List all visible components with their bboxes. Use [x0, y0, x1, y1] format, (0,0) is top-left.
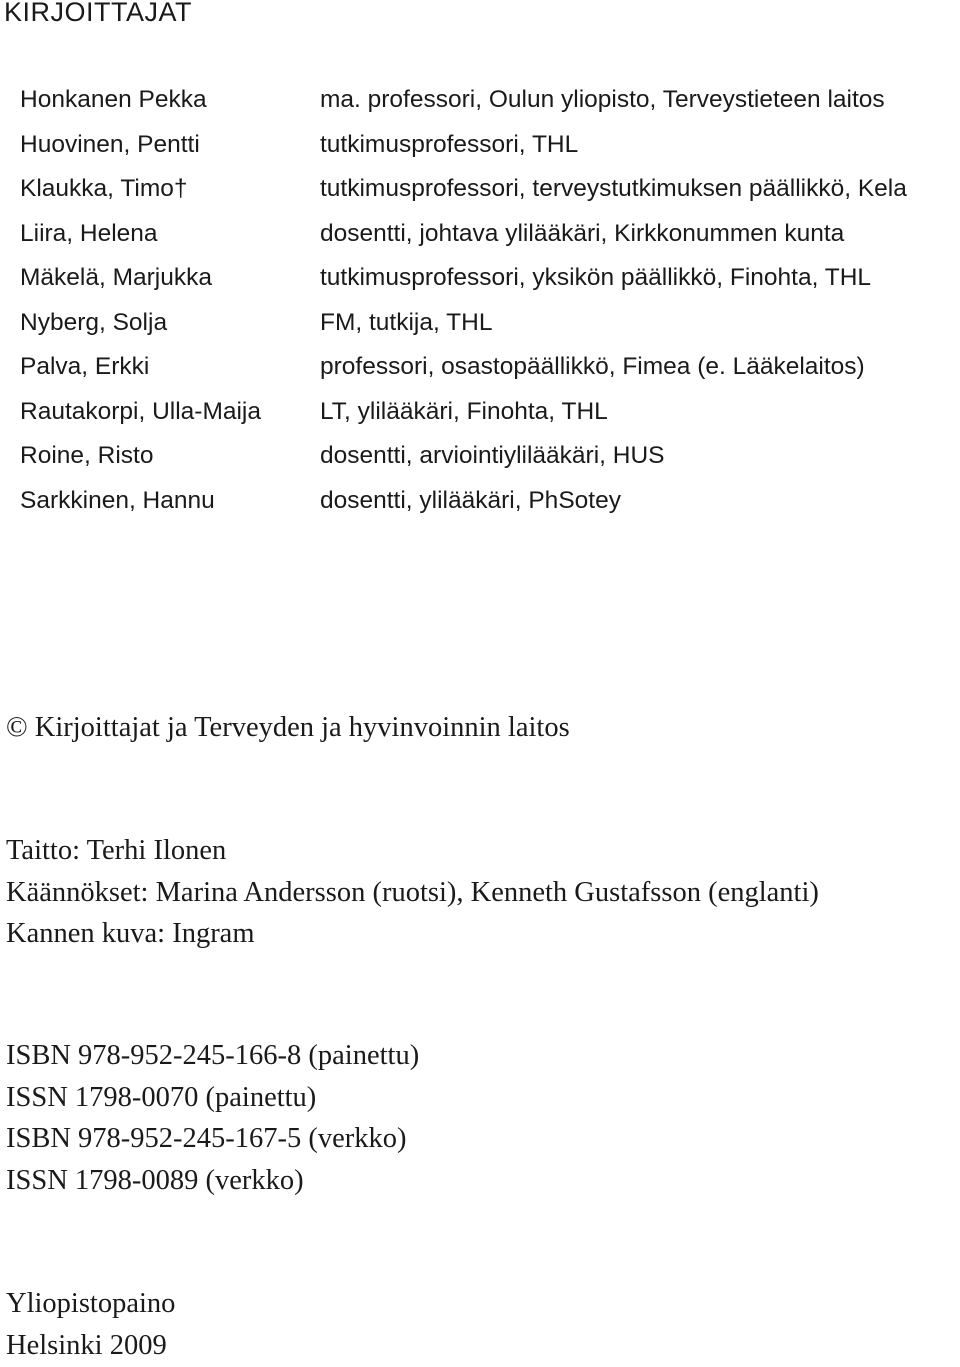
author-row [0, 479, 960, 524]
publisher-block [6, 1283, 175, 1366]
issn-online: ISSN 1798-0089 (verkko) [6, 1164, 304, 1196]
author-row [0, 345, 960, 390]
author-name: Mäkelä, Marjukka [20, 264, 212, 291]
credit-translations: Käännökset: Marina Andersson (ruotsi), Kenneth Gustafsson (englanti) [6, 876, 819, 908]
author-role: FM, tutkija, THL [320, 308, 493, 336]
author-role: tutkimusprofessori, terveystutkimuksen päällikkö, Kela [320, 175, 907, 202]
author-row [0, 167, 960, 212]
credit-layout: Taitto: Terhi Ilonen [6, 835, 227, 866]
author-name: Rautakorpi, Ulla-Maija [20, 397, 262, 425]
author-row [0, 123, 960, 168]
author-role: dosentti, johtava ylilääkäri, Kirkkonummen kunta [320, 219, 845, 247]
isbn-block [6, 1035, 419, 1201]
author-list [0, 78, 960, 523]
author-role: dosentti, ylilääkäri, PhSotey [320, 486, 621, 514]
issn-print: ISSN 1798-0070 (painettu) [6, 1081, 317, 1113]
isbn-online: ISBN 978-952-245-167-5 (verkko) [6, 1123, 407, 1154]
author-role: dosentti, arviointiylilääkäri, HUS [320, 442, 665, 469]
author-name: Sarkkinen, Hannu [20, 486, 215, 514]
author-row [0, 212, 960, 257]
author-role: LT, ylilääkäri, Finohta, THL [320, 397, 608, 425]
author-row [0, 434, 960, 479]
publisher-place-year: Helsinki 2009 [6, 1329, 167, 1361]
author-role: tutkimusprofessori, yksikön päällikkö, Finohta, THL [320, 264, 872, 291]
page-heading: KIRJOITTAJAT [4, 0, 192, 27]
author-name: Roine, Risto [20, 442, 154, 469]
author-name: Klaukka, Timo† [20, 175, 188, 202]
author-role: ma. professori, Oulun yliopisto, Terveystieteen laitos [320, 86, 885, 113]
copyright-notice: © Kirjoittajat ja Terveyden ja hyvinvoinnin laitos [6, 712, 570, 743]
publisher-name: Yliopistopaino [6, 1288, 176, 1319]
credit-cover-image: Kannen kuva: Ingram [6, 918, 255, 949]
author-role: tutkimusprofessori, THL [320, 130, 579, 158]
author-row [0, 301, 960, 346]
credits-block [6, 830, 819, 955]
author-name: Nyberg, Solja [20, 308, 168, 336]
author-name: Liira, Helena [20, 219, 158, 247]
author-row [0, 256, 960, 301]
author-name: Palva, Erkki [20, 353, 150, 380]
isbn-print: ISBN 978-952-245-166-8 (painettu) [6, 1040, 420, 1071]
author-role: professori, osastopäällikkö, Fimea (e. Lääkelaitos) [320, 353, 865, 380]
author-row [0, 390, 960, 435]
author-name: Honkanen Pekka [20, 86, 207, 113]
author-name: Huovinen, Pentti [20, 130, 200, 158]
author-row [0, 78, 960, 123]
